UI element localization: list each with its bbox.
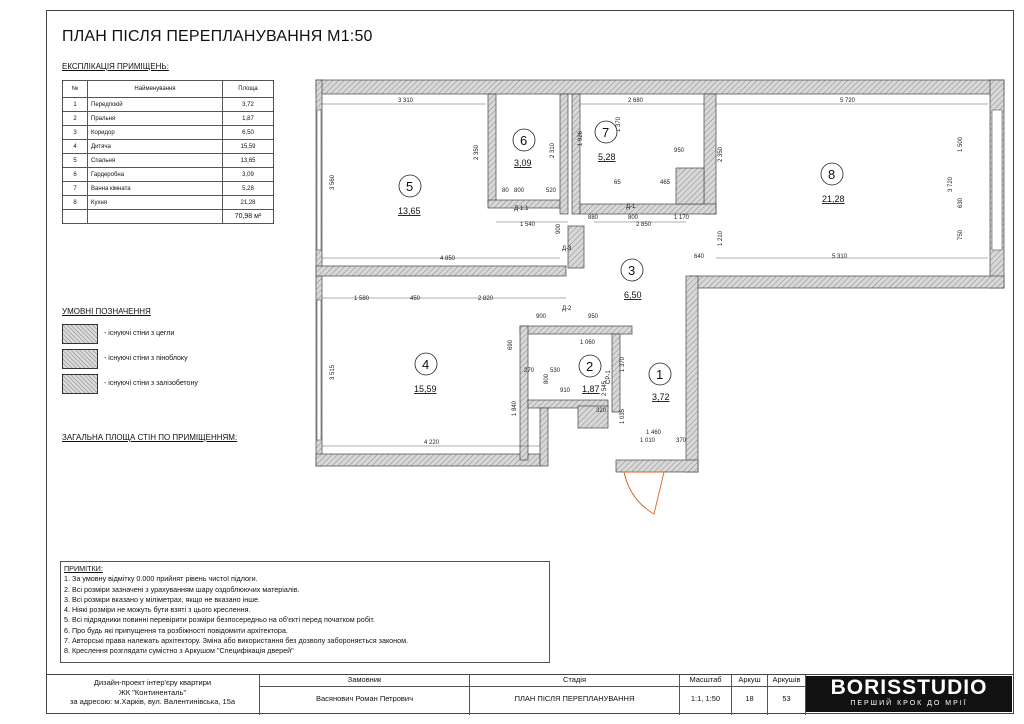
dim-label: 3 720 [948, 176, 954, 192]
room-marker-7 [595, 121, 617, 162]
dim-label: 900 [536, 314, 547, 320]
svg-text:15,59: 15,59 [414, 384, 437, 394]
dim-label: 270 [524, 368, 535, 374]
dim-label: 5 720 [840, 98, 856, 104]
dim-label: 1 840 [512, 400, 518, 416]
project-line: Дизайн-проект інтер'єру квартири [93, 678, 212, 687]
project-line: ЖК "Континенталь" [118, 687, 187, 697]
room-marker-6 [513, 129, 535, 168]
dim-label: 2 350 [718, 146, 724, 162]
notes-title: ПРИМІТКИ: [64, 564, 103, 573]
door-label: Д-2 [562, 306, 572, 312]
dim-label: 5 310 [832, 254, 848, 260]
note-item: 8. Креслення розглядати сумістно з Аркушом "Специфікація дверей" [64, 646, 294, 656]
wall-bath-right [704, 94, 716, 214]
dim-label: 2 680 [628, 98, 644, 104]
wall-wardrobe-right [560, 94, 568, 214]
project-address: за адресою: м.Харків, вул. Валентинівська, 15а [69, 697, 236, 706]
col-header-area: Площа [223, 81, 274, 98]
dim-label: 65 [614, 180, 621, 186]
wall-kitchen-bottom [690, 276, 1004, 288]
entry-door-swing [624, 472, 664, 514]
dim-label: 950 [674, 148, 685, 154]
cell-area: 3,09 [223, 168, 274, 182]
dim-label: 2 310 [550, 142, 556, 158]
wall-bath-bottom [580, 204, 716, 214]
page-title: ПЛАН ПІСЛЯ ПЕРЕПЛАНУВАННЯ М1:50 [62, 28, 373, 45]
svg-text:5,28: 5,28 [598, 152, 616, 162]
dim-label: 1 926 [578, 130, 584, 146]
note-item: 2. Всі розміри зазначені з урахуванням шару оздоблюючих матеріалів. [64, 584, 300, 594]
legend-label: - існуючі стіни з цегли [104, 330, 175, 337]
logo-text: BORISSTUDIO [830, 676, 988, 699]
sheets-header: Аркушів [768, 675, 806, 687]
dim-label: 3 310 [398, 98, 414, 104]
cell-name: Спальня [88, 154, 223, 168]
note-item: 4. Ніякі розміри не можуть бути взяті з цього креслення. [64, 605, 251, 615]
svg-text:3,09: 3,09 [514, 158, 532, 168]
door-label: Д-1.1 [514, 206, 529, 212]
dim-label: 1 460 [646, 430, 662, 436]
sheet-value: 18 [732, 687, 768, 715]
dim-label: 2 850 [636, 222, 652, 228]
dim-label: 950 [588, 314, 599, 320]
cell-name: Передпокій [88, 98, 223, 112]
dim-label: 1 170 [674, 215, 690, 221]
client-name: Васянович Роман Петрович [260, 687, 470, 715]
wall-entry-right [686, 276, 698, 472]
room-marker-2 [579, 355, 601, 394]
cell-area: 6,50 [223, 126, 274, 140]
svg-text:1,87: 1,87 [582, 384, 600, 394]
wall-laundry-top [520, 326, 632, 334]
dim-label: 630 [958, 197, 964, 208]
dim-label: 4 220 [424, 440, 440, 446]
svg-text:13,65: 13,65 [398, 206, 421, 216]
cell-num: 7 [63, 182, 88, 196]
cell-area: 5,28 [223, 182, 274, 196]
dim-label: 1 010 [640, 438, 656, 444]
dim-label: 465 [660, 180, 671, 186]
cell-num: 2 [63, 112, 88, 126]
cell-num: 3 [63, 126, 88, 140]
dim-label: 1 540 [520, 222, 536, 228]
cell-area: 1,87 [223, 112, 274, 126]
sheets-value: 53 [768, 687, 806, 715]
dim-label: 2 545 [602, 380, 608, 396]
cell-num: 1 [63, 98, 88, 112]
cell-area: 21,28 [223, 196, 274, 210]
dim-label: 3 560 [330, 174, 336, 190]
legend-label: - існуючі стіни з залізобетону [104, 380, 198, 387]
stage-header: Стадія [470, 675, 680, 687]
svg-text:21,28: 21,28 [822, 194, 845, 204]
dim-label: 900 [556, 223, 562, 234]
col-header-name: Найменування [88, 81, 223, 98]
svg-text:8: 8 [828, 167, 836, 182]
note-item: 7. Авторські права належать архітектору. Зміна або використання без дозволу забороняється законом. [64, 636, 409, 646]
dim-label: 750 [958, 229, 964, 240]
door-label: Д-3 [562, 246, 572, 252]
svg-text:6: 6 [520, 133, 528, 148]
dim-label: 1 370 [620, 356, 626, 372]
dim-label: 1 060 [580, 340, 596, 346]
svg-text:4: 4 [422, 357, 430, 372]
room-marker-1 [649, 363, 671, 402]
note-item: 3. Всі розміри вказано у міліметрах, якщо не вказано інше. [64, 594, 260, 604]
dim-label: 2 820 [478, 296, 494, 302]
wall-bottom-left [316, 454, 540, 466]
svg-text:2: 2 [586, 359, 594, 374]
dim-label: 370 [676, 438, 687, 444]
room-marker-8 [821, 163, 845, 204]
dim-label: 450 [410, 296, 421, 302]
wall-top [316, 80, 1004, 94]
cell-num: 4 [63, 140, 88, 154]
bath-shaft [676, 168, 704, 204]
wall-bedroom-nursery [316, 266, 566, 276]
client-header: Замовник [260, 675, 470, 687]
wall-bottom-right [616, 460, 698, 472]
cell-area: 3,72 [223, 98, 274, 112]
note-item: 5. Всі підрядники повинні перевірити розміри безпосередньо на об'єкті перед початком робіт. [64, 615, 375, 625]
note-item: 6. Про будь які припущення та розбіжності повідомити архітектора. [64, 625, 288, 635]
dim-label: 880 [588, 215, 599, 221]
wall-laundry-left [520, 326, 528, 460]
dim-label: 910 [560, 388, 571, 394]
scale-header: Масштаб [680, 675, 732, 687]
room-marker-5 [398, 175, 421, 216]
dim-label: 1 580 [354, 296, 370, 302]
wall-entry-left [540, 408, 548, 466]
dim-label: 1 370 [616, 116, 622, 132]
wall-laundry-right [612, 334, 620, 412]
dim-label: 4 850 [440, 256, 456, 262]
cell-name: Коридор [88, 126, 223, 140]
dim-label: 800 [628, 215, 639, 221]
window-nursery [317, 300, 321, 440]
cell-name: Гардеробна [88, 168, 223, 182]
logo-tagline: ПЕРШИЙ КРОК ДО МРІЇ [850, 700, 968, 707]
dim-label: 1 035 [620, 408, 626, 424]
col-header-num: № [63, 81, 88, 98]
dim-label: 320 [596, 408, 607, 414]
room-marker-3 [621, 259, 643, 300]
svg-text:3,72: 3,72 [652, 392, 670, 402]
dim-label: 530 [550, 368, 561, 374]
explication-title: ЕКСПЛІКАЦІЯ ПРИМІЩЕНЬ: [62, 62, 169, 71]
dim-label: 2 350 [474, 144, 480, 160]
walls-area-title: ЗАГАЛЬНА ПЛОЩА СТІН ПО ПРИМІЩЕННЯМ: [62, 433, 238, 442]
svg-text:6,50: 6,50 [624, 290, 642, 300]
window-kitchen [992, 110, 1002, 250]
dim-label: 800 [514, 188, 525, 194]
dim-label: 690 [508, 339, 514, 350]
window-bedroom [317, 110, 321, 250]
dim-label: 3 515 [330, 364, 336, 380]
notes-box [60, 561, 550, 663]
stage-value: ПЛАН ПІСЛЯ ПЕРЕПЛАНУВАННЯ [470, 687, 680, 715]
sheet-header: Аркуш [732, 675, 768, 687]
dim-label: 1 500 [958, 136, 964, 152]
cell-area: 15,59 [223, 140, 274, 154]
svg-text:5: 5 [406, 179, 414, 194]
svg-text:7: 7 [602, 125, 610, 140]
cell-num: 5 [63, 154, 88, 168]
cell-name: Дитяча [88, 140, 223, 154]
cell-name: Пральня [88, 112, 223, 126]
dim-label: 1 210 [718, 230, 724, 246]
cell-num: 6 [63, 168, 88, 182]
scale-value: 1:1, 1:50 [680, 687, 732, 715]
legend-title: УМОВНІ ПОЗНАЧЕННЯ [62, 307, 151, 316]
project-info [46, 675, 260, 715]
cell-num: 8 [63, 196, 88, 210]
dim-label: 800 [544, 373, 550, 384]
dim-label: 520 [546, 188, 557, 194]
total-area: 70,98 м² [223, 210, 274, 224]
door-label: Д-1 [626, 204, 636, 210]
svg-text:1: 1 [656, 367, 664, 382]
room-marker-4 [414, 353, 437, 394]
cell-name: Ванна кімната [88, 182, 223, 196]
studio-logo [806, 676, 1012, 712]
wall-bath-left [572, 94, 580, 214]
dim-label: 80 [502, 188, 509, 194]
note-item: 1. За умовну відмітку 0.000 прийнят рівень чистої підлоги. [64, 574, 258, 584]
dim-label: 640 [694, 254, 705, 260]
svg-text:3: 3 [628, 263, 636, 278]
legend-label: - існуючі стіни з піноблоку [104, 355, 188, 362]
equipment-label: СР-1 [606, 370, 612, 384]
wall-wardrobe-left [488, 94, 496, 204]
cell-name: Кухня [88, 196, 223, 210]
cell-area: 13,65 [223, 154, 274, 168]
